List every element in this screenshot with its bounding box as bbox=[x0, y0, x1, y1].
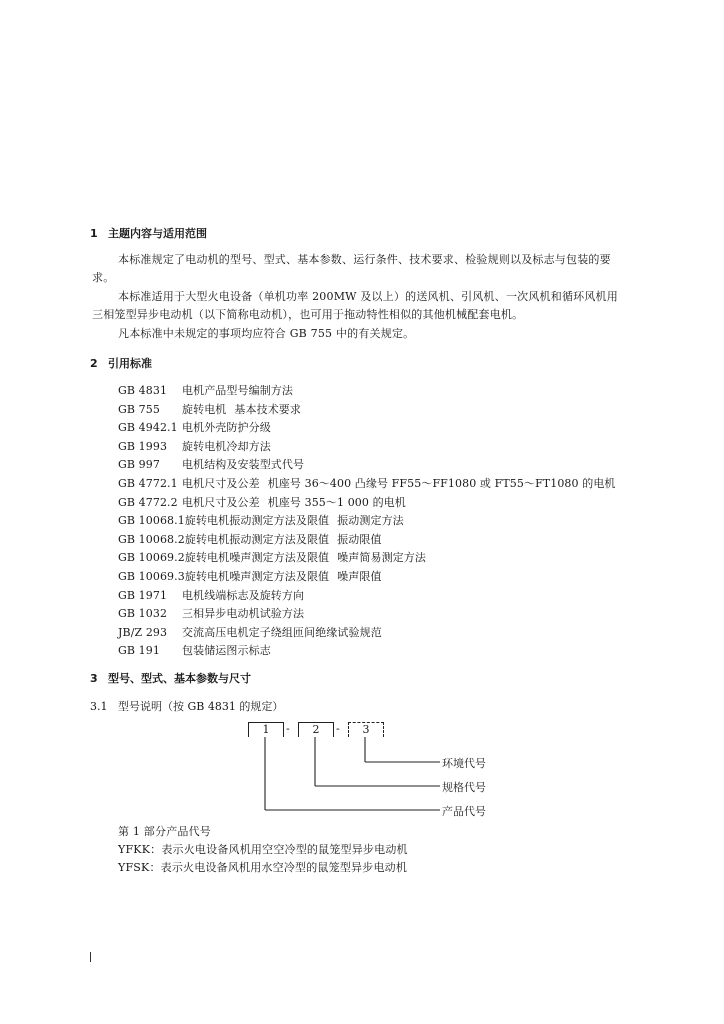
model-box-2: 2 bbox=[298, 722, 334, 737]
reference-subtitle: 振动限值 bbox=[337, 532, 382, 546]
reference-title: 电机尺寸及公差 bbox=[182, 477, 260, 490]
section-title: 主题内容与适用范围 bbox=[108, 227, 207, 240]
reference-title: 旋转电机噪声测定方法及限值 bbox=[184, 570, 330, 583]
reference-code: GB 1971 bbox=[118, 588, 168, 602]
reference-code: GB 4772.2 bbox=[118, 495, 178, 509]
reference-code: GB 4831 bbox=[118, 384, 168, 397]
paragraph-line: 本标准适用于大型火电设备（单机功率 200MW 及以上）的送风机、引风机、一次风机和循环风机用 bbox=[118, 290, 618, 303]
reference-code: GB 191 bbox=[118, 644, 160, 658]
section-number: 3 bbox=[90, 672, 98, 685]
yfkk-definition: YFKK：表示火电设备风机用空空冷型的鼠笼型异步电动机 bbox=[118, 843, 408, 856]
reference-subtitle: 振动测定方法 bbox=[337, 514, 404, 528]
label-spec-code: 规格代号 bbox=[442, 781, 486, 794]
section-number: 2 bbox=[90, 357, 98, 370]
reference-title: 旋转电机 bbox=[182, 402, 227, 416]
reference-subtitle: 噪声限值 bbox=[337, 570, 382, 583]
reference-title: 旋转电机振动测定方法及限值 bbox=[184, 514, 330, 528]
paragraph-line: 凡本标准中未规定的事项均应符合 GB 755 中的有关规定。 bbox=[118, 327, 415, 340]
reference-title: 电机外壳防护分级 bbox=[182, 421, 271, 435]
yfsk-definition: YFSK：表示火电设备风机用水空冷型的鼠笼型异步电动机 bbox=[118, 861, 408, 874]
reference-title: 包装储运图示标志 bbox=[182, 644, 271, 658]
reference-code: GB 10068.1 bbox=[118, 514, 185, 528]
margin-mark bbox=[90, 952, 91, 962]
paragraph-line: 求。 bbox=[92, 271, 115, 284]
label-product-code: 产品代号 bbox=[442, 805, 486, 818]
reference-title: 电机线端标志及旋转方向 bbox=[182, 588, 305, 602]
paragraph-line: 三相笼型异步电动机（以下简称电动机），也可用于拖动特性相似的其他机械配套电机。 bbox=[92, 308, 524, 321]
reference-code: GB 4772.1 bbox=[118, 477, 178, 490]
reference-code: GB 4942.1 bbox=[118, 421, 178, 435]
model-box-3: 3 bbox=[348, 722, 384, 737]
reference-code: JB/Z 293 bbox=[118, 625, 168, 639]
reference-title: 旋转电机冷却方法 bbox=[182, 439, 271, 453]
reference-subtitle: 机座号 355～1 000 的电机 bbox=[267, 495, 406, 509]
model-separator: - bbox=[286, 722, 290, 735]
subsection-number: 3.1 bbox=[90, 700, 108, 713]
reference-subtitle: 噪声简易测定方法 bbox=[337, 551, 426, 565]
label-environment-code: 环境代号 bbox=[442, 757, 486, 770]
reference-code: GB 10069.2 bbox=[118, 551, 185, 565]
reference-title: 旋转电机振动测定方法及限值 bbox=[184, 532, 330, 546]
reference-subtitle: 机座号 36～400 凸缘号 FF55～FF1080 或 FT55～FT1080 的电机 bbox=[267, 477, 616, 490]
reference-code: GB 10069.3 bbox=[118, 570, 185, 583]
reference-code: GB 10068.2 bbox=[118, 532, 185, 546]
reference-title: 电机尺寸及公差 bbox=[182, 495, 260, 509]
part1-title: 第 1 部分产品代号 bbox=[118, 825, 211, 838]
reference-code: GB 1032 bbox=[118, 607, 168, 621]
section-number: 1 bbox=[90, 227, 98, 240]
reference-subtitle: 基本技术要求 bbox=[234, 402, 302, 416]
reference-code: GB 755 bbox=[118, 402, 160, 416]
reference-title: 电机结构及安装型式代号 bbox=[182, 458, 305, 472]
subsection-title: 型号说明（按 GB 4831 的规定） bbox=[118, 700, 284, 713]
reference-title: 旋转电机噪声测定方法及限值 bbox=[184, 551, 330, 565]
model-box-1: 1 bbox=[248, 722, 284, 737]
section-title: 引用标准 bbox=[108, 357, 152, 370]
reference-title: 交流高压电机定子绕组匝间绝缘试验规范 bbox=[182, 625, 382, 639]
reference-code: GB 997 bbox=[118, 458, 160, 472]
reference-title: 三相异步电动机试验方法 bbox=[182, 607, 305, 621]
reference-title: 电机产品型号编制方法 bbox=[182, 384, 293, 397]
reference-code: GB 1993 bbox=[118, 439, 168, 453]
section-title: 型号、型式、基本参数与尺寸 bbox=[108, 672, 251, 685]
paragraph-line: 本标准规定了电动机的型号、型式、基本参数、运行条件、技术要求、检验规则以及标志与包装的要 bbox=[118, 253, 611, 266]
model-separator: - bbox=[336, 722, 340, 735]
